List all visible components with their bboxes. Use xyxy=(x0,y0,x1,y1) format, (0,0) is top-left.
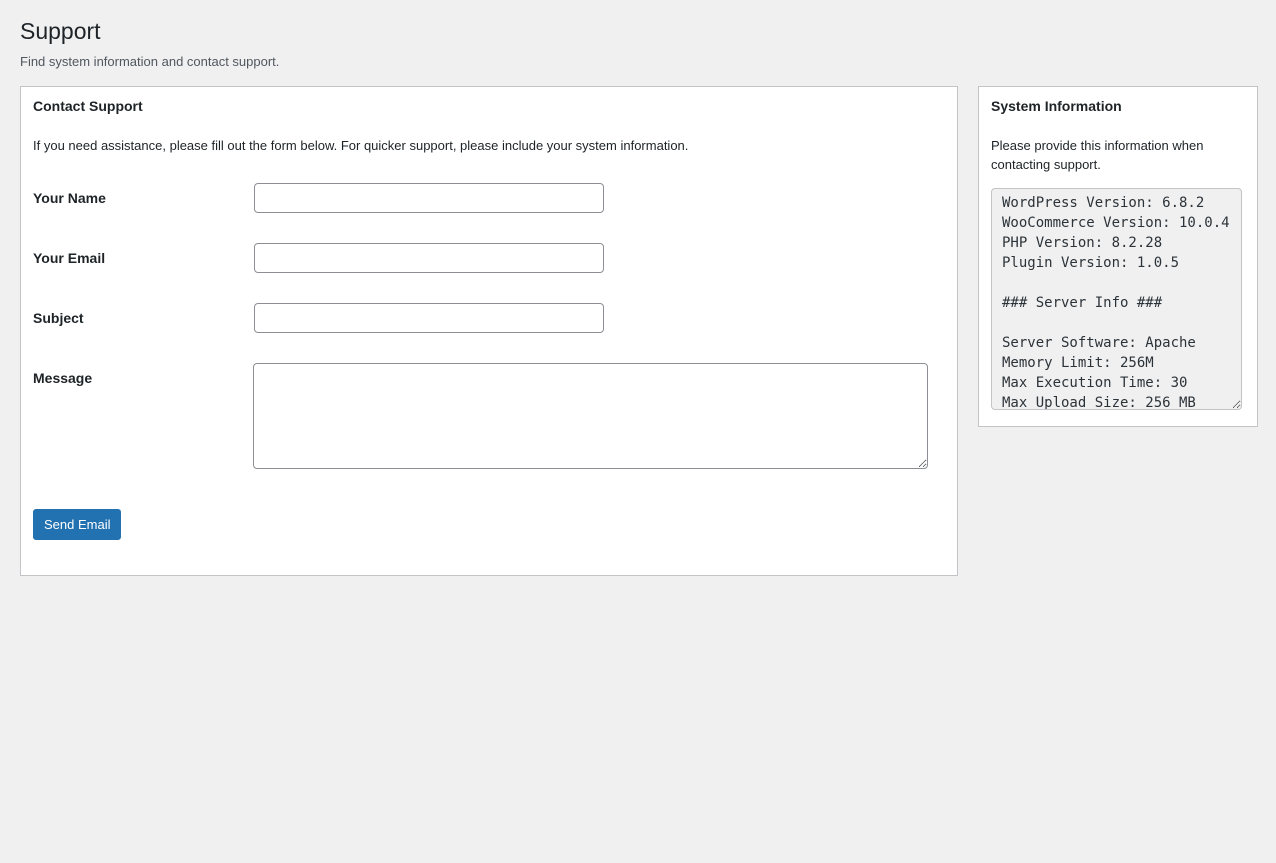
system-information-intro: Please provide this information when contacting support. xyxy=(991,138,1204,172)
your-email-input[interactable] xyxy=(254,243,604,273)
subject-label: Subject xyxy=(33,310,84,326)
your-email-label: Your Email xyxy=(33,250,106,266)
your-name-input[interactable] xyxy=(254,183,604,213)
system-information-card xyxy=(978,86,1258,427)
contact-support-title: Contact Support xyxy=(33,98,143,114)
page-title: Support xyxy=(20,18,101,44)
message-label: Message xyxy=(33,370,93,386)
system-information-textarea[interactable] xyxy=(991,188,1242,410)
message-textarea[interactable] xyxy=(253,363,928,469)
page-description: Find system information and contact support. xyxy=(20,54,280,69)
contact-support-card xyxy=(20,86,958,576)
your-name-label: Your Name xyxy=(33,190,106,206)
contact-support-intro: If you need assistance, please fill out the form below. For quicker support, please include your system information. xyxy=(33,138,689,153)
send-email-button[interactable]: Send Email xyxy=(33,509,121,540)
system-information-title: System Information xyxy=(991,98,1122,114)
subject-input[interactable] xyxy=(254,303,604,333)
